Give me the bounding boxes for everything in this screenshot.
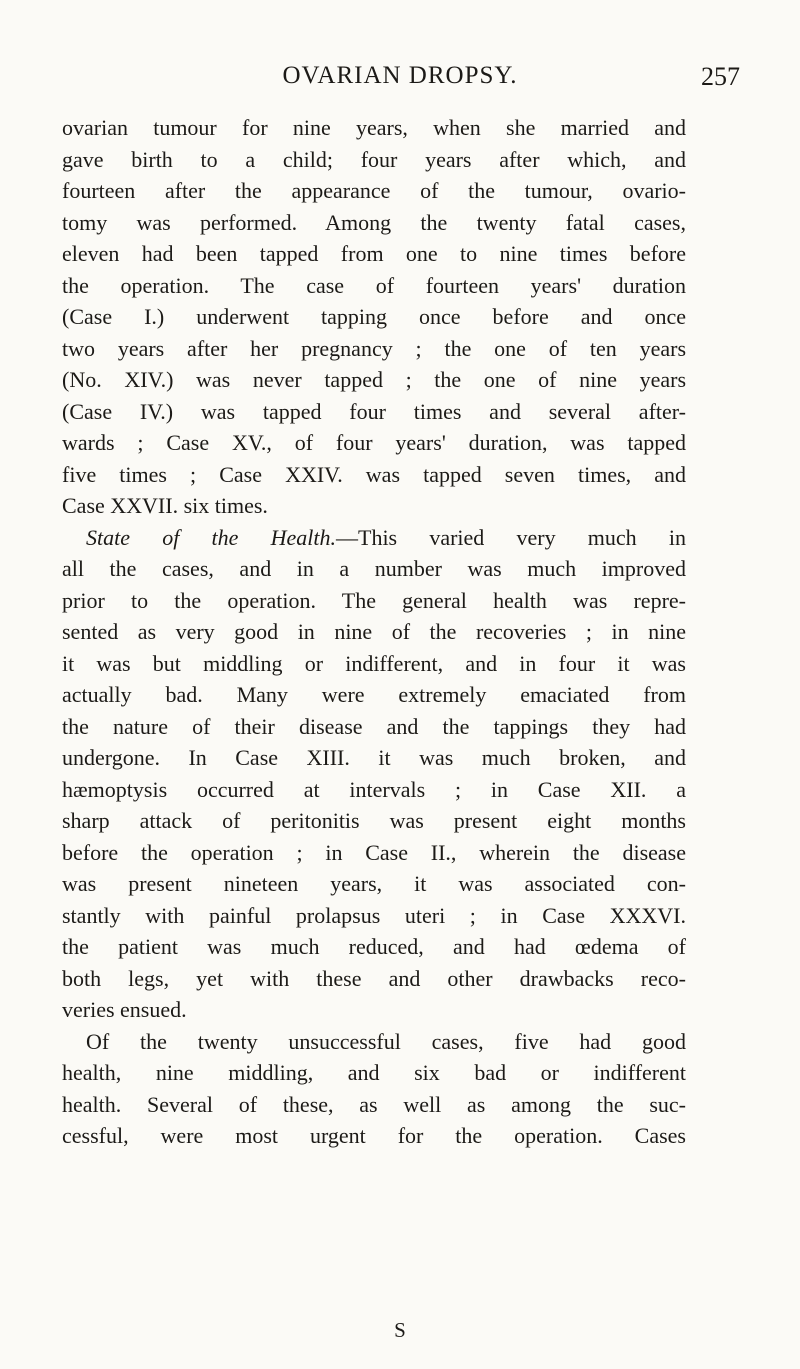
text-line: it was but middling or indifferent, and in four it was [62,650,686,676]
text-line: all the cases, and in a number was much improved [62,556,686,581]
text-line: hæmoptysis occurred at intervals ; in Case XII. a [62,776,686,802]
text-line: both legs, yet with these and other drawbacks reco- [62,965,686,991]
page-number: 257 [701,62,740,91]
text-line: (Case IV.) was tapped four times and several after- [62,398,686,424]
text-line: two years after her pregnancy ; the one of ten years [62,335,686,361]
text-line: before the operation ; in Case II., wherein the disease [62,839,686,865]
running-head [60,62,740,102]
text-line: undergone. In Case XIII. it was much broken, and [62,745,686,770]
text-line: Case XXVII. six times. [62,493,268,518]
text-line: (Case I.) underwent tapping once before and once [62,304,686,329]
text-line: ovarian tumour for nine years, when she married and [62,115,686,140]
text-line: the operation. The case of fourteen years' duration [62,272,686,298]
text-line: (No. XIV.) was never tapped ; the one of nine years [62,367,686,392]
signature-mark: S [394,1318,406,1342]
section-first-line [62,522,686,554]
text-line: the patient was much reduced, and had œdema of [62,934,686,959]
text-line: cessful, were most urgent for the operation. Cases [62,1123,686,1148]
text-line: stantly with painful prolapsus uteri ; in Case XXXVI. [62,902,686,928]
text-line: health. Several of these, as well as among the suc- [62,1091,686,1117]
running-head-title: OVARIAN DROPSY. [282,62,518,89]
text-line: Of the twenty unsuccessful cases, five had good [86,1028,686,1054]
section-first-line-text: —This varied very much in [336,524,686,550]
text-line: veries ensued. [62,997,187,1022]
section-heading: State of the Health. [86,524,336,550]
text-line: wards ; Case XV., of four years' duration, was tapped [62,430,686,455]
text-line: fourteen after the appearance of the tumour, ovario- [62,178,686,203]
text-line: tomy was performed. Among the twenty fatal cases, [62,209,686,235]
text-line: the nature of their disease and the tappings they had [62,713,686,739]
text-line: gave birth to a child; four years after which, and [62,146,686,172]
text-line: five times ; Case XXIV. was tapped seven times, and [62,461,686,487]
text-line: health, nine middling, and six bad or indifferent [62,1060,686,1085]
text-line: actually bad. Many were extremely emaciated from [62,682,686,707]
text-line: eleven had been tapped from one to nine times before [62,241,686,266]
body-text [62,112,686,1152]
text-line: prior to the operation. The general health was repre- [62,587,686,613]
text-line: was present nineteen years, it was associated con- [62,871,686,896]
text-line: sharp attack of peritonitis was present eight months [62,808,686,833]
text-line: sented as very good in nine of the recoveries ; in nine [62,619,686,644]
